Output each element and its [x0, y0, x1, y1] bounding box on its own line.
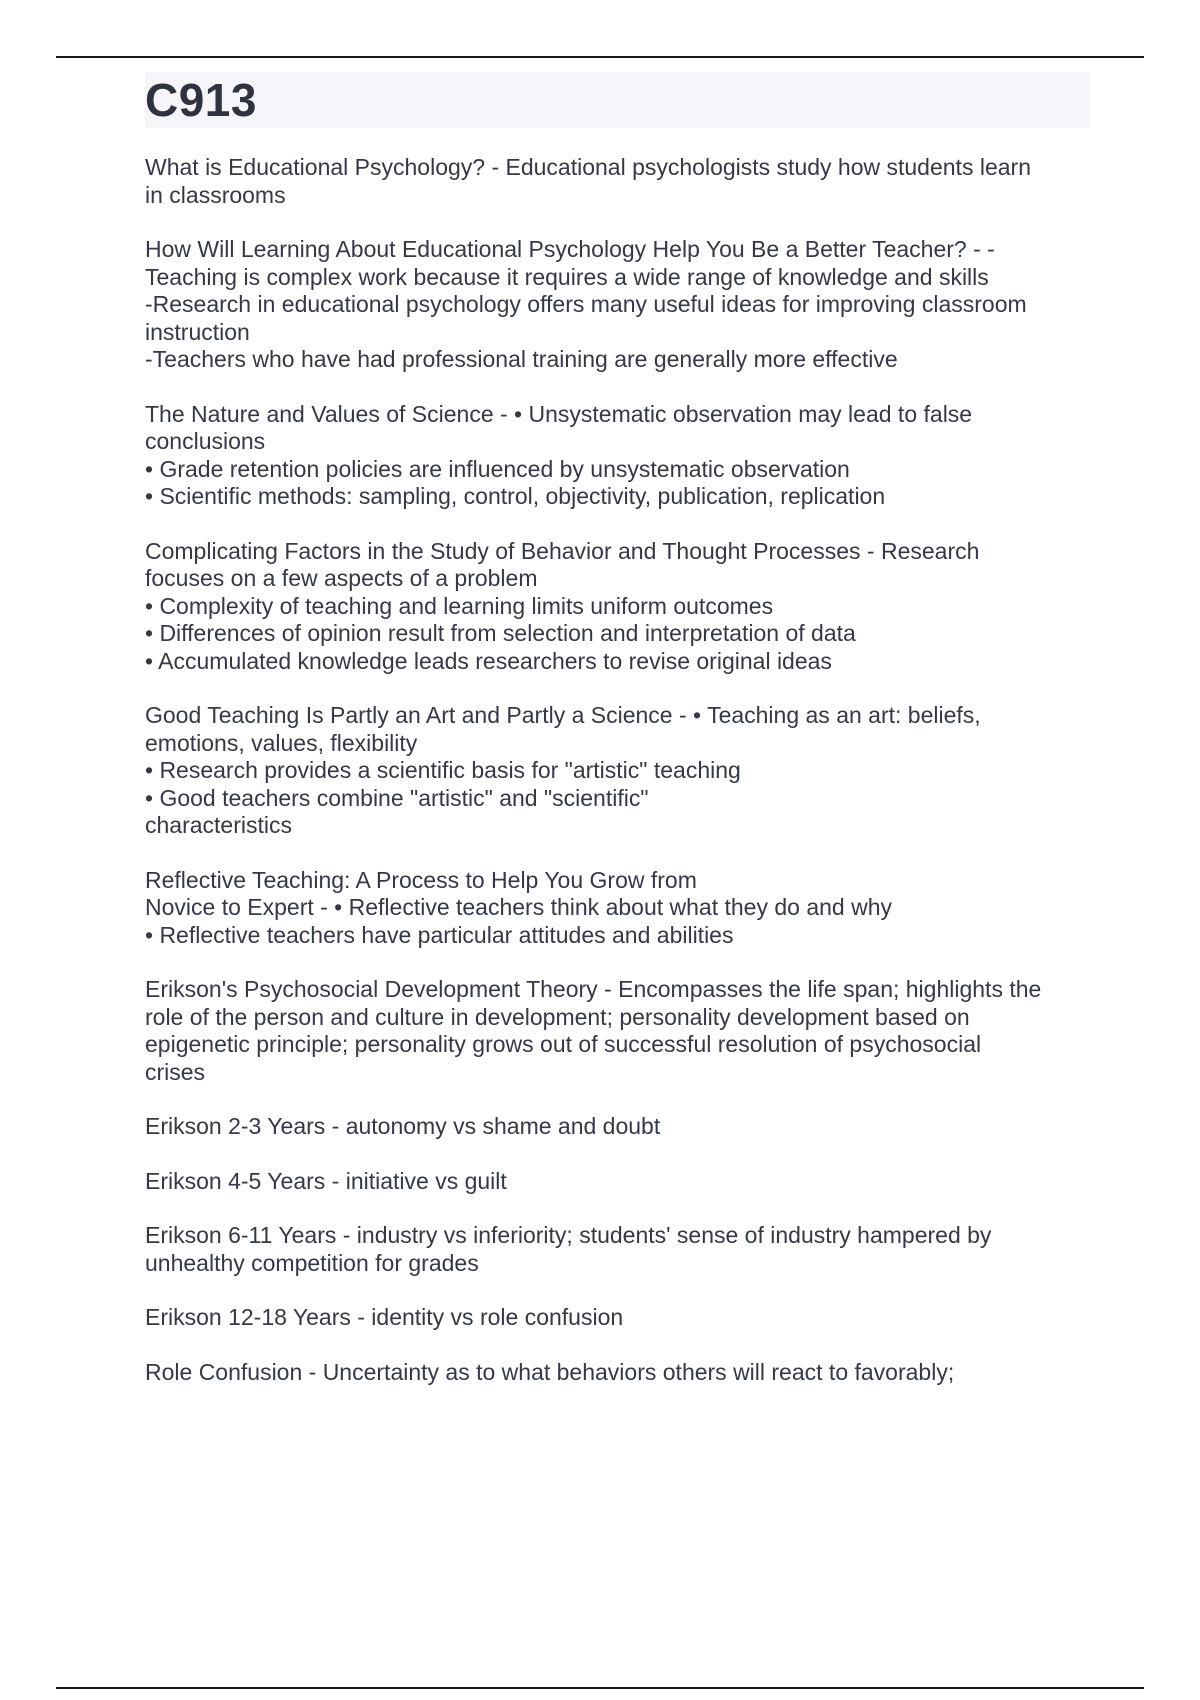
entry-better-teacher: How Will Learning About Educational Psychology Help You Be a Better Teacher? - - Teaching is complex work because it requires a wide range of knowledge and skills -Research in educational psychology offers many useful ideas for improving classroom instruction -Teachers who have had professional training are generally more effective [145, 236, 1027, 372]
entry-educational-psychology: What is Educational Psychology? - Educational psychologists study how students learn in classrooms [145, 154, 1031, 208]
entry-erikson-theory: Erikson's Psychosocial Development Theory - Encompasses the life span; highlights the role of the person and culture in development; personality development based on epigenetic principle; personality grows out of successful resolution of psychosocial crises [145, 976, 1042, 1085]
entry-art-and-science: Good Teaching Is Partly an Art and Partly a Science - • Teaching as an art: beliefs, emotions, values, flexibility • Research provides a scientific basis for "artistic" teaching • Good teachers combine "artistic" and "scientific" characteristics [145, 702, 981, 838]
entry-complicating-factors: Complicating Factors in the Study of Behavior and Thought Processes - Research focuses on a few aspects of a problem • Complexity of teaching and learning limits uniform outcomes • Differences of opinion result from selection and interpretation of data • Accumulated knowledge leads researchers to revise original ideas [145, 537, 980, 674]
top-rule [56, 56, 1144, 58]
document-body [145, 72, 1090, 1413]
bottom-rule [56, 1687, 1144, 1689]
entry-erikson-2-3: Erikson 2-3 Years - autonomy vs shame and doubt [145, 1113, 661, 1139]
entry-erikson-6-11: Erikson 6-11 Years - industry vs inferiority; students' sense of industry hampered by unhealthy competition for grades [145, 1222, 992, 1276]
entry-nature-of-science: The Nature and Values of Science - • Unsystematic observation may lead to false conclusions • Grade retention policies are influenced by unsystematic observation • Scientific methods: sampling, control, objectivity, publication, replication [145, 400, 973, 509]
entry-role-confusion: Role Confusion - Uncertainty as to what behaviors others will react to favorably; [145, 1358, 955, 1385]
document-title: C913 [145, 74, 257, 126]
entry-reflective-teaching: Reflective Teaching: A Process to Help You Grow from Novice to Expert - • Reflective teachers think about what they do and why • Reflective teachers have particular attitudes and abilities [145, 866, 892, 948]
title-band [145, 72, 1090, 128]
entry-erikson-12-18: Erikson 12-18 Years - identity vs role confusion [145, 1304, 624, 1330]
entry-erikson-4-5: Erikson 4-5 Years - initiative vs guilt [145, 1167, 507, 1194]
